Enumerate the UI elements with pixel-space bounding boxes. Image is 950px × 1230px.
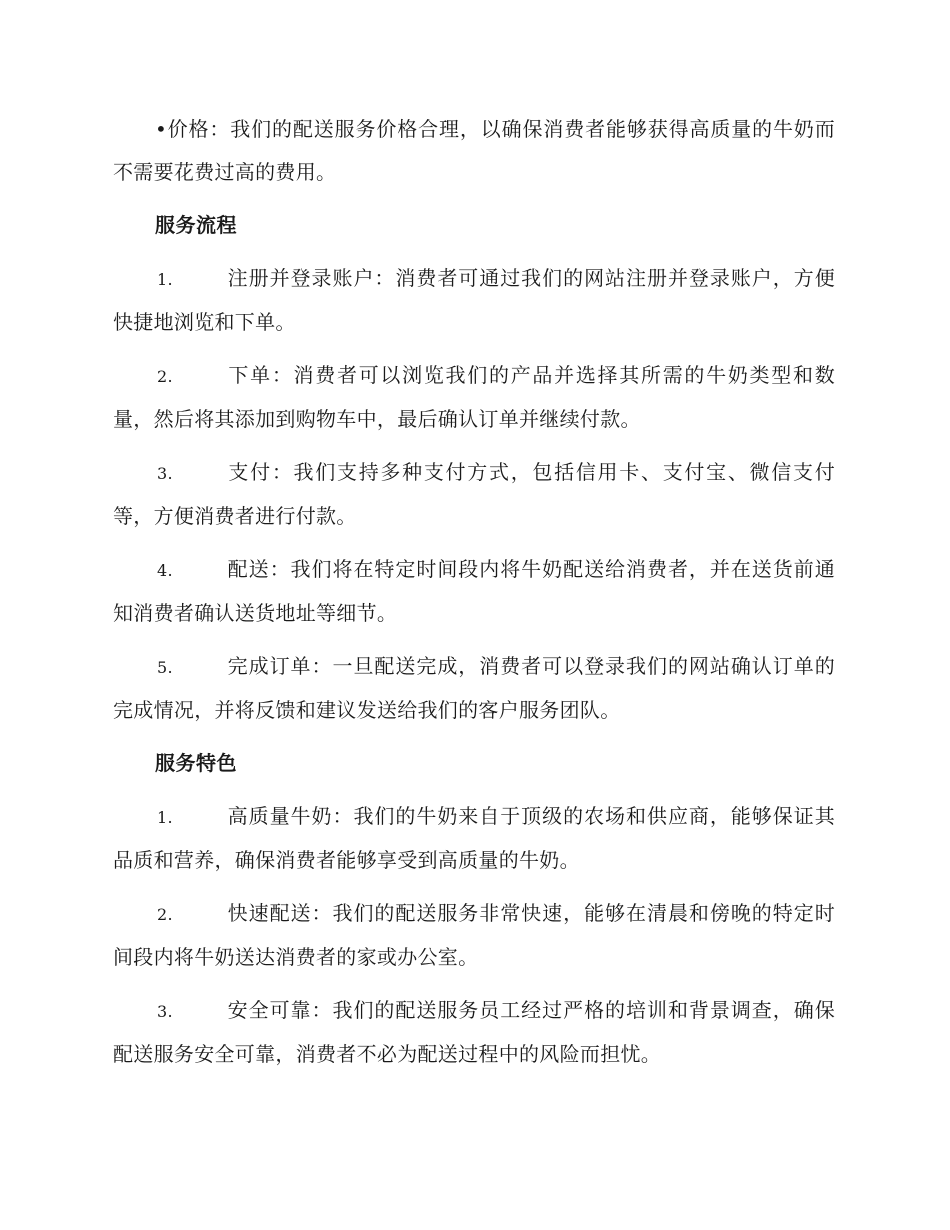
- list-item-text: 安全可靠：我们的配送服务员工经过严格的培训和背景调查，确保配送服务安全可靠，消费者不必为配送过程中的风险而担忧。: [113, 998, 835, 1066]
- list-item: [113, 645, 835, 732]
- document-body: [113, 108, 835, 1086]
- list-item: [113, 451, 835, 538]
- list-item-number: 1.: [157, 270, 173, 289]
- section-heading-process: 服务流程: [155, 213, 237, 237]
- list-item-text: 下单：消费者可以浏览我们的产品并选择其所需的牛奶类型和数量，然后将其添加到购物车中，最后确认订单并继续付款。: [113, 363, 835, 431]
- intro-text: 价格：我们的配送服务价格合理，以确保消费者能够获得高质量的牛奶而不需要花费过高的费用。: [113, 117, 835, 184]
- list-item-text: 注册并登录账户：消费者可通过我们的网站注册并登录账户，方便快捷地浏览和下单。: [113, 266, 835, 334]
- bullet-marker: •: [155, 117, 168, 141]
- list-item-number: 2.: [157, 367, 173, 386]
- list-item-text: 高质量牛奶：我们的牛奶来自于顶级的农场和供应商，能够保证其品质和营养，确保消费者能够享受到高质量的牛奶。: [113, 804, 835, 872]
- section-heading-features: 服务特色: [155, 751, 237, 775]
- list-item-number: 4.: [157, 561, 173, 580]
- list-item: [113, 989, 835, 1076]
- list-item: [113, 795, 835, 882]
- list-item-number: 5.: [157, 658, 173, 677]
- list-item-number: 3.: [157, 1002, 173, 1021]
- list-item-number: 3.: [157, 464, 173, 483]
- list-item: [113, 548, 835, 635]
- list-item-text: 支付：我们支持多种支付方式，包括信用卡、支付宝、微信支付等，方便消费者进行付款。: [113, 460, 835, 528]
- list-item-text: 配送：我们将在特定时间段内将牛奶配送给消费者，并在送货前通知消费者确认送货地址等细节。: [113, 557, 835, 625]
- intro-paragraph: [113, 108, 835, 194]
- list-item-number: 2.: [157, 905, 173, 924]
- list-item: [113, 354, 835, 441]
- list-item-text: 快速配送：我们的配送服务非常快速，能够在清晨和傍晚的特定时间段内将牛奶送达消费者的家或办公室。: [113, 901, 835, 969]
- list-item: [113, 892, 835, 979]
- list-item: [113, 257, 835, 344]
- list-item-number: 1.: [157, 808, 173, 827]
- list-item-text: 完成订单：一旦配送完成，消费者可以登录我们的网站确认订单的完成情况，并将反馈和建议发送给我们的客户服务团队。: [113, 654, 835, 722]
